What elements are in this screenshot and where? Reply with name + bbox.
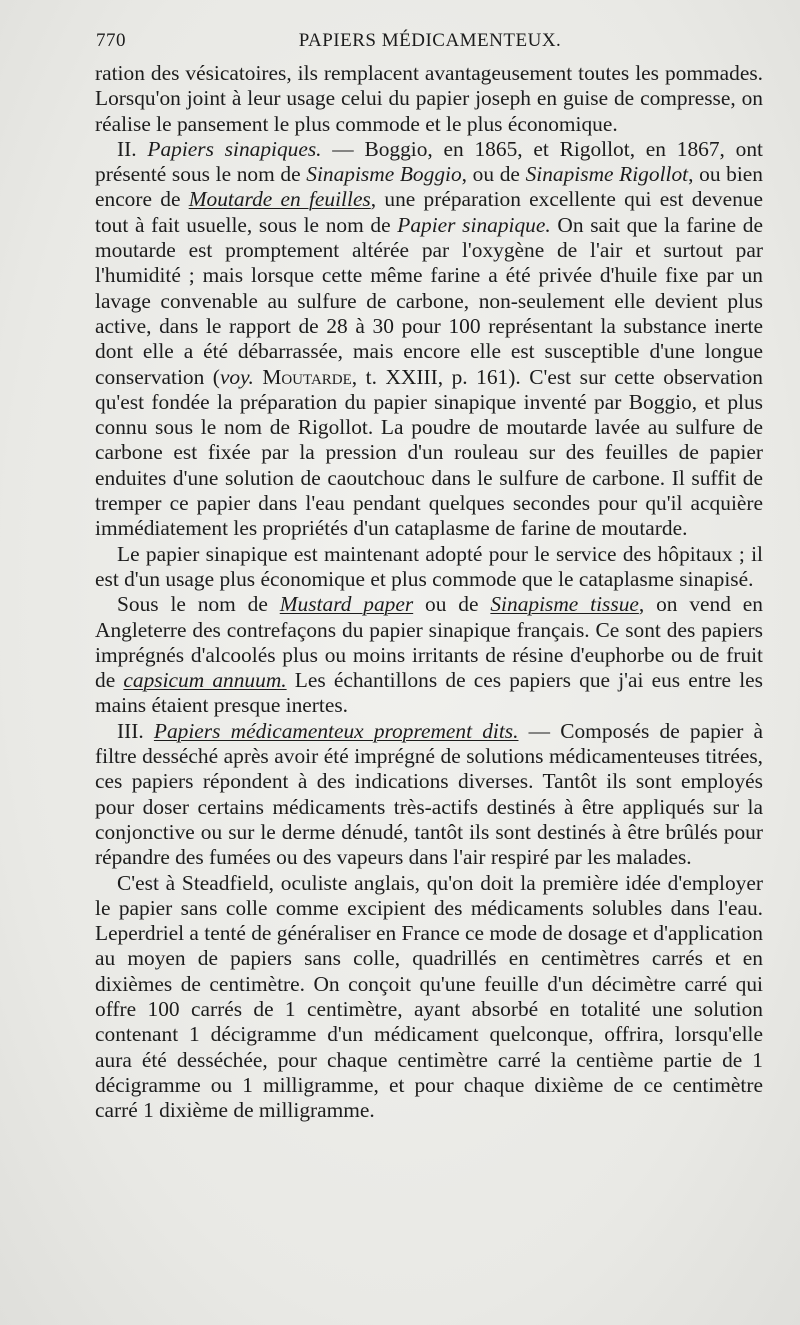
text-run: On sait que la farine de moutarde est promptement altérée par l'oxygène de l'air et surtout par l'humidité ; mais lorsque cette même farine a été privée d'huile fixe par un lavage convenable au sulfure de carbone, non-seulement elle devient plus active, dans le rapport de 28 à 30 pour 100 représentant la substance inerte dont elle a été débarrassée, mais encore elle est susceptible d'une longue conservation ( (95, 212, 763, 389)
small-caps-reference: Moutarde (253, 364, 352, 389)
section-heading: Papiers médicamenteux proprement dits. (153, 718, 519, 743)
italic-term: Sinapisme Rigollot (525, 162, 689, 187)
italic-term: capsicum annuum. (123, 668, 287, 693)
text-run: , on vend en Angleterre des contrefaçons du papier sinapique français. Ce sont des papiers imprégnés d'alcoolés plus ou moins irritants de résine d'euphorbe ou de fruit de (95, 592, 763, 693)
italic-term: Papier sinapique. (397, 212, 551, 237)
paragraph-continuation: ration des vésicatoires, ils remplacent avantageusement toutes les pommades. Lorsqu'on joint à leur usage celui du papier joseph en guise de compresse, on réalise le pansement le plus commode et le plus économique. (95, 61, 763, 136)
page-header (96, 30, 764, 56)
text-run: Sous le nom de (117, 592, 280, 617)
paragraph-steadfield: C'est à Steadfield, oculiste anglais, qu'on doit la première idée d'employer le papier sans colle comme excipient des médicaments solubles dans l'eau. Leperdriel a tenté de généraliser en France ce mode de dosage et d'application au moyen de papiers sans colle, quadrillés en centimètres carrés et en dixièmes de centimètre. On conçoit qu'une feuille d'un décimètre carré qui offre 100 carrés de 1 centimètre, ayant absorbé en totalité une solution contenant 1 décigramme d'un médicament quelconque, offrira, lorsqu'elle aura été desséchée, pour chaque centimètre carré la centième partie de 1 décigramme ou 1 milligramme, et pour chaque dixième de ce centimètre carré 1 dixième de milligramme. (95, 870, 763, 1123)
italic-term: Mustard paper (279, 592, 414, 617)
text-run: Les échantillons de ces papiers que j'ai eus entre les mains étaient presque inertes. (95, 668, 763, 718)
italic-term: Moutarde en feuilles (188, 187, 371, 212)
section-heading: Papiers sinapiques. (147, 136, 322, 161)
paragraph-mustard-paper (95, 592, 763, 718)
page-body (95, 61, 763, 1123)
italic-term: Sinapisme Boggio (306, 162, 462, 187)
section-number: II. (117, 136, 137, 161)
text-run: , ou bien encore de (95, 162, 763, 212)
italic-term: voy. (219, 364, 254, 389)
section-number: III. (117, 718, 144, 743)
text-run: ou de (413, 592, 491, 617)
text-run: , t. XXIII, p. 161). C'est sur cette observation qu'est fondée la préparation du papier sinapique inventé par Boggio, et plus connu sous le nom de Rigollot. La poudre de moutarde lavée au sulfure de carbone est fixée par la pression d'un rouleau sur des feuilles de papier enduites d'une solution de caoutchouc dans le sulfure de carbone. Il suffit de tremper ce papier dans l'eau pendant quelques secondes pour qu'il acquière immédiatement les propriétés d'un cataplasme de farine de moutarde. (95, 364, 763, 541)
paragraph-papiers-medicamenteux (95, 719, 763, 871)
text-run: — Boggio, en 1865, et Rigollot, en 1867, ont présenté sous le nom de (95, 136, 763, 187)
paragraph-hopitaux: Le papier sinapique est maintenant adopté pour le service des hôpitaux ; il est d'un usage plus économique et plus commode que le cataplasme sinapisé. (95, 541, 763, 591)
text-run: , ou de (461, 162, 526, 187)
paragraph-papiers-sinapiques (95, 137, 763, 542)
text-run: , une préparation excellente qui est devenue tout à fait usuelle, sous le nom de (95, 187, 763, 237)
page-number: 770 (96, 30, 126, 51)
italic-term: Sinapisme tissue (490, 592, 639, 617)
text-run: — Composés de papier à filtre desséché après avoir été imprégné de solutions médicamenteuses titrées, ces papiers répondent à des indications diverses. Tantôt ils sont employés pour doser certains médicaments très-actifs destinés à être appliqués sur la conjonctive ou sur le derme dénudé, tantôt ils sont destinés à être brûlés pour répandre des fumées ou des vapeurs dans l'air respiré par les malades. (95, 718, 764, 870)
running-title: PAPIERS MÉDICAMENTEUX. (298, 30, 562, 51)
